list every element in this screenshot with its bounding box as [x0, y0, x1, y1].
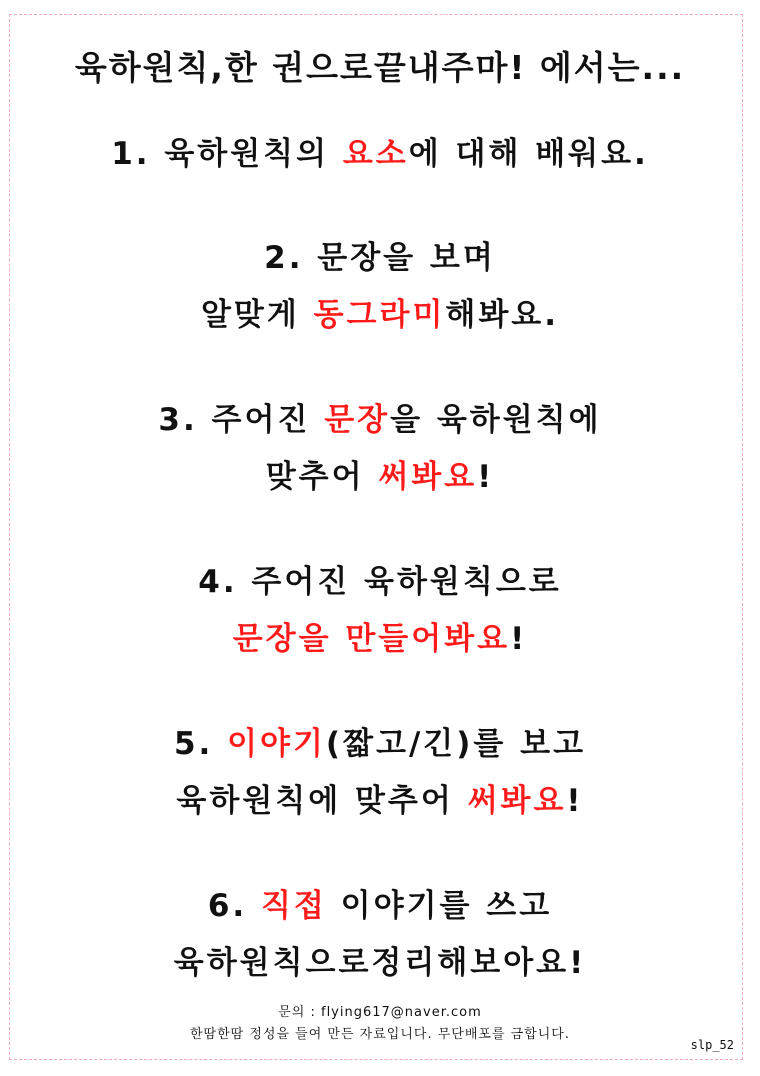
- body-text: !: [566, 783, 584, 819]
- body-text: 알맞게: [200, 297, 314, 333]
- body-text: 6.: [207, 888, 261, 924]
- highlight-text: 문장: [324, 402, 391, 438]
- activity-6-line-1: [0, 880, 760, 925]
- activity-5-line-1: [0, 718, 760, 763]
- body-text: 이야기를 쓰고: [326, 888, 553, 924]
- page-title: 육하원칙,한 권으로끝내주마! 에서는...: [74, 48, 686, 87]
- body-text: 육하원칙으로정리해보아요!: [173, 945, 587, 981]
- copyright-notice: 한땀한땀 정성을 들여 만든 자료입니다. 무단배포를 금합니다.: [189, 1027, 570, 1042]
- body-text: 맞추어: [265, 459, 379, 495]
- highlight-text: 문장을 만들어봐요: [232, 621, 511, 657]
- highlight-text: 써봐요: [378, 459, 478, 495]
- body-text: 해봐요.: [445, 297, 560, 333]
- highlight-text: 동그라미: [313, 297, 446, 333]
- highlight-text: 요소: [342, 136, 409, 172]
- activity-2-line-1: [0, 232, 760, 277]
- body-text: 3. 주어진: [158, 402, 325, 438]
- contact-line: 문의 : flying617@naver.com: [278, 1005, 482, 1020]
- activity-5-line-2: [0, 775, 760, 820]
- body-text: 2. 문장을 보며: [264, 240, 496, 276]
- activity-3-line-2: [0, 451, 760, 496]
- body-text: 1. 육하원칙의: [111, 136, 343, 172]
- activity-6-line-2: [0, 937, 760, 982]
- body-text: 을 육하원칙에: [390, 402, 602, 438]
- activity-4-line-2: [0, 613, 760, 658]
- highlight-text: 직접: [260, 888, 327, 924]
- body-text: (짧고/긴)를 보고: [325, 726, 587, 762]
- worksheet-code: slp_52: [690, 1038, 734, 1052]
- activity-4-line-1: [0, 556, 760, 601]
- activity-3-line-1: [0, 394, 760, 439]
- body-text: 육하원칙에 맞추어: [176, 783, 468, 819]
- body-text: 5.: [173, 726, 228, 762]
- body-text: 에 대해 배워요.: [408, 136, 649, 172]
- activity-1-line-1: [0, 128, 760, 173]
- activity-2-line-2: [0, 289, 760, 334]
- body-text: 4. 주어진 육하원칙으로: [198, 564, 562, 600]
- body-text: !: [510, 621, 528, 657]
- body-text: !: [477, 459, 495, 495]
- highlight-text: 이야기: [227, 726, 326, 762]
- highlight-text: 써봐요: [467, 783, 567, 819]
